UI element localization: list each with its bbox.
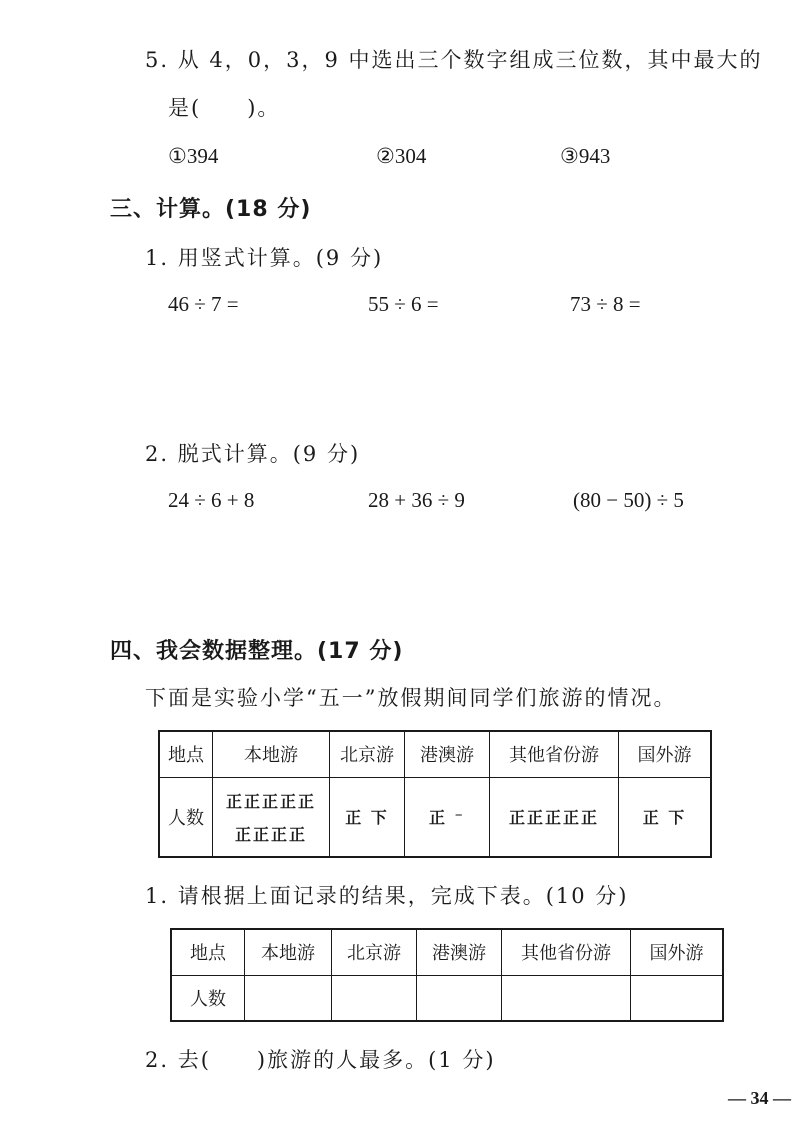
tally-cell-other-province: 正正正正正 (490, 777, 619, 857)
tally-cell-local (213, 777, 330, 857)
page-number: — 34 — (728, 1088, 791, 1108)
tally-cell-abroad: 正 下 (619, 777, 712, 857)
tally-local-line2: 正正正正 (234, 824, 307, 844)
tally-cell-hkmacau: 正 ⁻ (405, 777, 490, 857)
q5-line1: 5. 从 4，0，3，9 中选出三个数字组成三位数，其中最大的 (145, 48, 763, 72)
tally-header-other-province: 其他省份游 (490, 731, 619, 777)
tally-table (158, 730, 712, 858)
answer-header-hkmacau: 港澳游 (417, 929, 502, 975)
stepwise-calc-expr-2: 28 + 36 ÷ 9 (368, 488, 465, 512)
q5-option-1: ①394 (168, 144, 219, 168)
stepwise-calc-expr-1: 24 ÷ 6 + 8 (168, 488, 255, 512)
tally-header-hkmacau: 港澳游 (405, 731, 490, 777)
section4-q2: 2. 去( )旅游的人最多。(1 分) (145, 1048, 496, 1072)
tally-cell-beijing: 正 下 (330, 777, 405, 857)
answer-cell-beijing[interactable] (332, 975, 417, 1021)
vertical-calc-expr-3: 73 ÷ 8 = (570, 292, 641, 316)
section4-q1: 1. 请根据上面记录的结果，完成下表。(10 分) (145, 884, 629, 908)
answer-cell-hkmacau[interactable] (417, 975, 502, 1021)
section3-title: 三、计算。(18 分) (110, 197, 312, 222)
tally-local-line1: 正正正正正 (225, 791, 316, 811)
q5-option-3: ③943 (560, 144, 611, 168)
answer-header-place: 地点 (171, 929, 245, 975)
tally-header-beijing: 北京游 (330, 731, 405, 777)
tally-header-place: 地点 (159, 731, 213, 777)
answer-header-other-province: 其他省份游 (502, 929, 631, 975)
tally-row-label: 人数 (159, 777, 213, 857)
answer-header-local: 本地游 (245, 929, 332, 975)
section3-sub2-title: 2. 脱式计算。(9 分) (145, 442, 361, 466)
section4-intro: 下面是实验小学“五一”放假期间同学们旅游的情况。 (145, 686, 677, 710)
answer-row-label: 人数 (171, 975, 245, 1021)
section3-sub1-title: 1. 用竖式计算。(9 分) (145, 246, 384, 270)
tally-header-local: 本地游 (213, 731, 330, 777)
answer-cell-other-province[interactable] (502, 975, 631, 1021)
answer-header-abroad: 国外游 (631, 929, 724, 975)
answer-cell-abroad[interactable] (631, 975, 724, 1021)
q5-line2: 是( )。 (168, 96, 281, 120)
vertical-calc-expr-2: 55 ÷ 6 = (368, 292, 439, 316)
vertical-calc-expr-1: 46 ÷ 7 = (168, 292, 239, 316)
q5-option-2: ②304 (376, 144, 427, 168)
answer-cell-local[interactable] (245, 975, 332, 1021)
stepwise-calc-expr-3: (80 − 50) ÷ 5 (573, 488, 684, 512)
answer-table (170, 928, 724, 1022)
section4-title: 四、我会数据整理。(17 分) (110, 639, 404, 664)
answer-header-beijing: 北京游 (332, 929, 417, 975)
tally-header-abroad: 国外游 (619, 731, 712, 777)
